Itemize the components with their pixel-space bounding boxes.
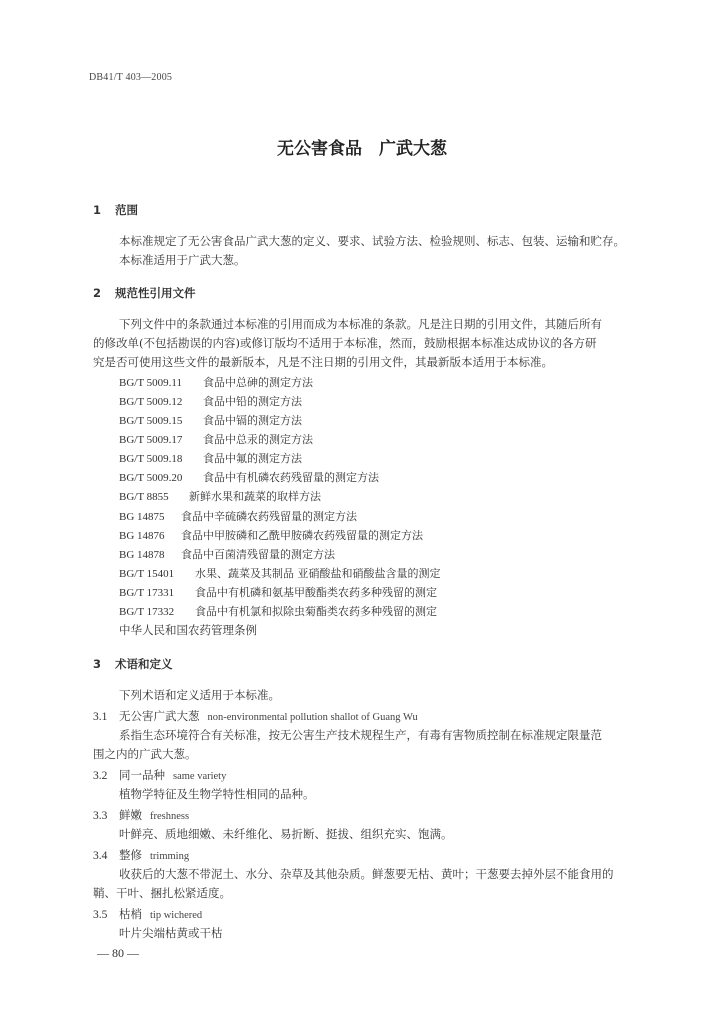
- term-heading: [93, 767, 226, 783]
- term-definition: 围之内的广武大葱。: [93, 747, 197, 761]
- reference-code: BG/T 5009.17: [119, 434, 183, 446]
- section-title: 规范性引用文件: [115, 286, 196, 300]
- paragraph-line: 的修改单(不包括勘误的内容)或修订版均不适用于本标准，然而，鼓励根据本标准达成协议的各方研: [93, 336, 597, 350]
- section-number: 2: [93, 286, 102, 300]
- document-title: 无公害食品 广武大葱: [277, 139, 447, 159]
- term-heading: [93, 906, 202, 922]
- reference-item: [119, 526, 423, 546]
- reference-item: [119, 449, 302, 469]
- reference-code: BG/T 15401: [119, 568, 175, 580]
- paragraph: 本标准适用于广武大葱。: [119, 253, 246, 267]
- term-heading: [93, 708, 418, 724]
- term-english: freshness: [150, 811, 190, 822]
- page-number: — 80 —: [97, 946, 139, 960]
- reference-title: 食品中有机磷农药残留量的测定方法: [203, 471, 379, 484]
- section-title: 范围: [115, 203, 138, 217]
- term-definition: 鞘、干叶、捆扎松紧适度。: [93, 886, 231, 900]
- reference-code: BG/T 5009.18: [119, 453, 183, 465]
- reference-item: [119, 468, 379, 488]
- reference-title: 食品中辛硫磷农药残留量的测定方法: [181, 510, 357, 523]
- paragraph: 下列术语和定义适用于本标准。: [119, 688, 280, 702]
- reference-code: BG 14876: [119, 530, 165, 542]
- section-1-heading: [93, 202, 138, 218]
- term-name: 整修: [119, 848, 142, 862]
- term-number: 3.2: [93, 770, 108, 782]
- reference-title: 食品中有机氯和拟除虫菊酯类农药多种残留的测定: [195, 605, 437, 618]
- term-english: tip wichered: [150, 910, 203, 921]
- reference-title: 食品中百菌清残留量的测定方法: [181, 548, 335, 561]
- term-name: 鲜嫩: [119, 808, 142, 822]
- reference-code: BG/T 8855: [119, 491, 169, 503]
- term-definition: 叶片尖端枯黄或干枯: [119, 926, 223, 940]
- reference-title: 食品中总汞的测定方法: [203, 433, 313, 446]
- term-english: trimming: [150, 851, 190, 862]
- term-number: 3.1: [93, 711, 108, 723]
- reference-title: 食品中铅的测定方法: [203, 395, 302, 408]
- paragraph: 本标准规定了无公害食品广武大葱的定义、要求、试验方法、检验规则、标志、包装、运输和贮存。: [119, 234, 625, 248]
- reference-code: BG 14875: [119, 511, 165, 523]
- reference-title: 食品中甲胺磷和乙酰甲胺磷农药残留量的测定方法: [181, 529, 423, 542]
- term-definition: 收获后的大葱不带泥土、水分、杂草及其他杂质。鲜葱要无枯、黄叶；干葱要去掉外层不能食用的: [119, 867, 614, 881]
- reference-code: BG/T 17331: [119, 587, 175, 599]
- term-english: non-environmental pollution shallot of Guang Wu: [207, 712, 418, 723]
- term-heading: [93, 847, 189, 863]
- reference-title: 食品中氟的测定方法: [203, 452, 302, 465]
- reference-code: BG/T 17332: [119, 606, 175, 618]
- reference-title: 新鲜水果和蔬菜的取样方法: [189, 490, 321, 503]
- reference-item: [119, 583, 437, 603]
- term-definition: 植物学特征及生物学特性相同的品种。: [119, 787, 315, 801]
- reference-item: [119, 545, 335, 565]
- standard-code: DB41/T 403—2005: [89, 72, 173, 83]
- term-definition: 叶鲜亮、质地细嫩、未纤维化、易折断、挺拔、组织充实、饱满。: [119, 827, 453, 841]
- term-heading: [93, 807, 189, 823]
- section-number: 1: [93, 203, 102, 217]
- paragraph-line: 下列文件中的条款通过本标准的引用而成为本标准的条款。凡是注日期的引用文件，其随后所有: [119, 317, 602, 331]
- reference-code: BG/T 5009.11: [119, 377, 182, 389]
- reference-item: [119, 392, 302, 412]
- reference-code: BG 14878: [119, 549, 165, 561]
- reference-title: 水果、蔬菜及其制品 亚硝酸盐和硝酸盐含量的测定: [195, 567, 441, 580]
- section-title: 术语和定义: [115, 657, 173, 671]
- reference-item: [119, 430, 313, 450]
- reference-item: [119, 411, 302, 431]
- reference-code: BG/T 5009.20: [119, 472, 183, 484]
- reference-item: [119, 564, 441, 584]
- term-number: 3.3: [93, 810, 108, 822]
- term-number: 3.5: [93, 909, 108, 921]
- reference-code: BG/T 5009.12: [119, 396, 183, 408]
- section-number: 3: [93, 657, 102, 671]
- paragraph-line: 究是否可使用这些文件的最新版本，凡是不注日期的引用文件，其最新版本适用于本标准。: [93, 355, 553, 369]
- reference-title: 食品中有机磷和氨基甲酸酯类农药多种残留的测定: [195, 586, 437, 599]
- reference-title: 食品中镉的测定方法: [203, 414, 302, 427]
- term-number: 3.4: [93, 850, 108, 862]
- regulation-item: 中华人民和国农药管理条例: [119, 623, 257, 637]
- reference-item: [119, 373, 313, 393]
- reference-item: [119, 487, 321, 507]
- term-name: 同一品种: [119, 768, 165, 782]
- term-english: same variety: [173, 771, 227, 782]
- reference-item: [119, 507, 357, 527]
- section-3-heading: [93, 656, 173, 672]
- reference-code: BG/T 5009.15: [119, 415, 183, 427]
- term-definition: 系指生态环境符合有关标准，按无公害生产技术规程生产，有毒有害物质控制在标准规定限量范: [119, 728, 602, 742]
- reference-item: [119, 602, 437, 622]
- section-2-heading: [93, 285, 196, 301]
- term-name: 枯梢: [119, 907, 142, 921]
- term-name: 无公害广武大葱: [119, 709, 200, 723]
- reference-title: 食品中总砷的测定方法: [203, 376, 313, 389]
